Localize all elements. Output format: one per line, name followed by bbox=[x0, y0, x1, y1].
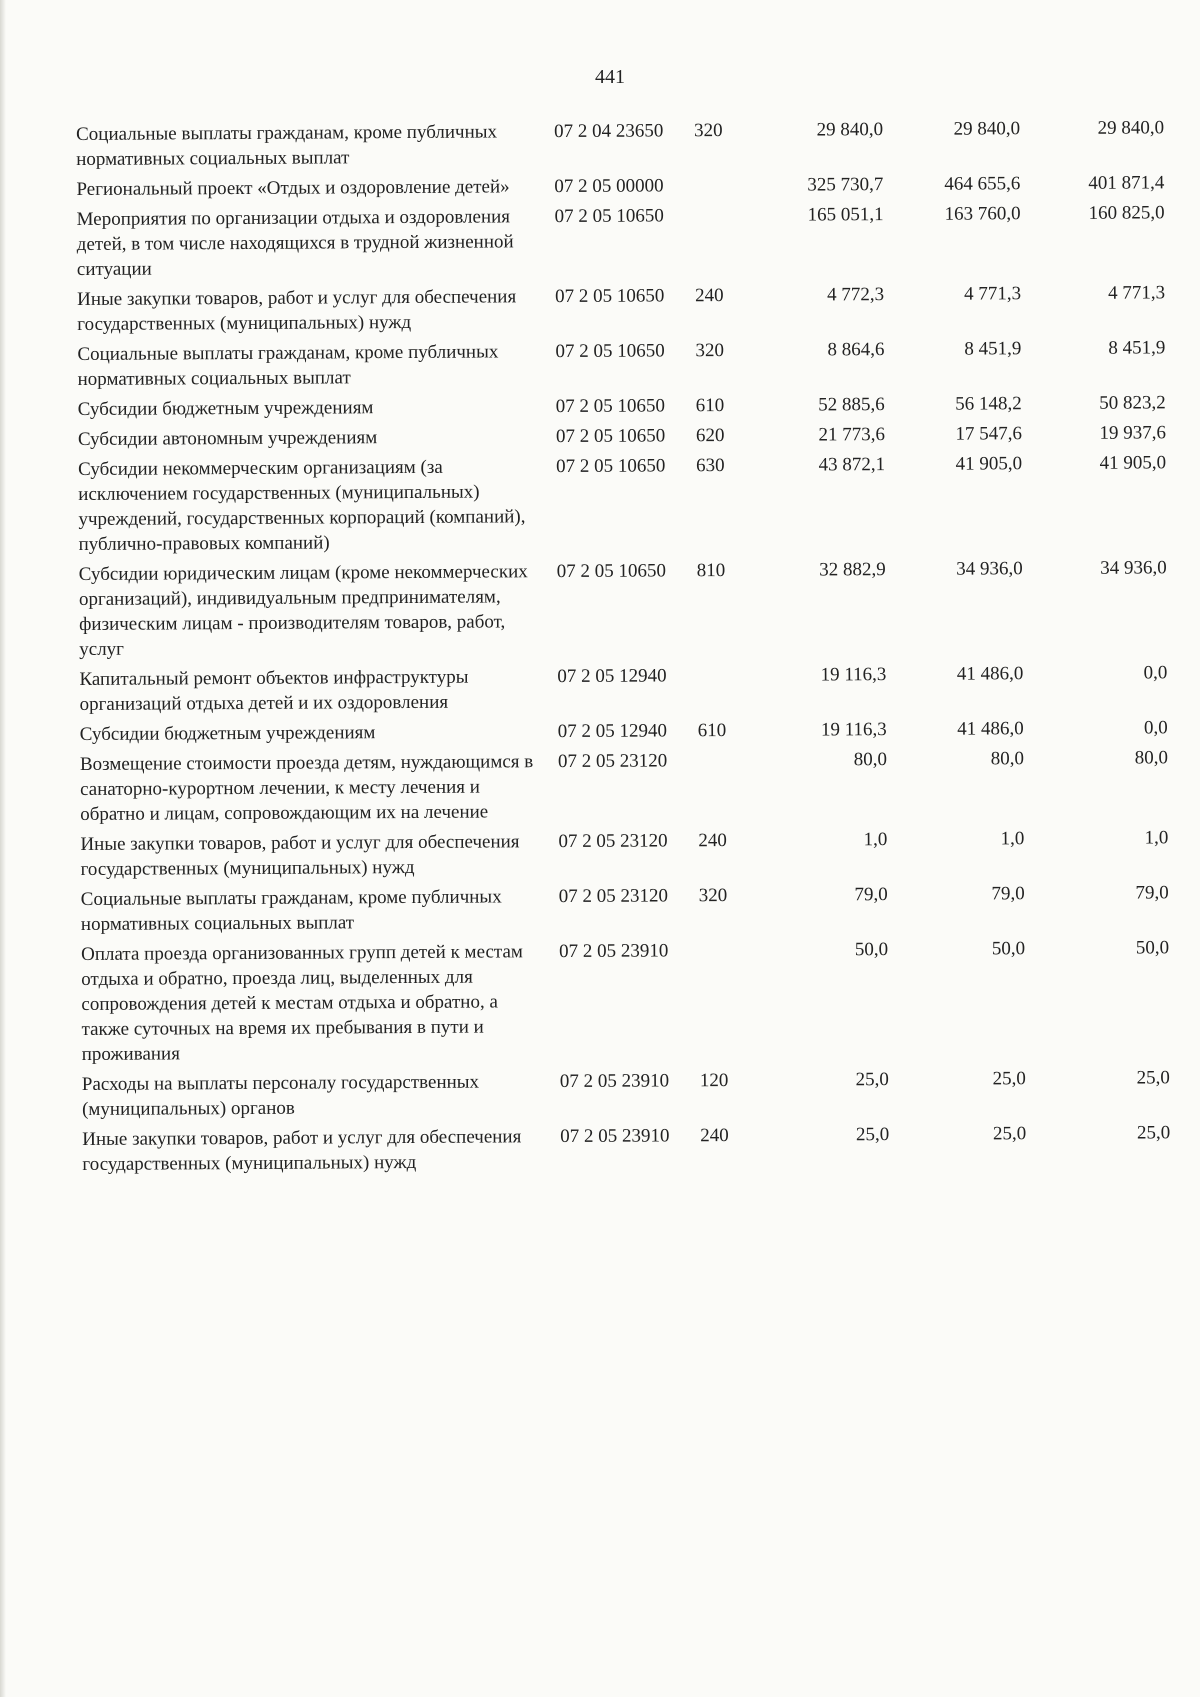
expense-name-cell: Капитальный ремонт объектов инфраструктуры организаций отдыха детей и их оздоровления bbox=[79, 666, 469, 715]
expense-name-cell: Социальные выплаты гражданам, кроме публичных нормативных социальных выплат bbox=[77, 341, 499, 390]
amount-year-2-cell: 41 486,0 bbox=[956, 663, 1024, 685]
table-row bbox=[77, 335, 1167, 392]
expense-name-cell: Социальные выплаты гражданам, кроме публичных нормативных социальных выплат bbox=[76, 121, 498, 170]
table-row bbox=[78, 420, 1168, 452]
target-article-code-cell: 07 2 05 00000 bbox=[554, 175, 664, 198]
expense-name-cell: Иные закупки товаров, работ и услуг для обеспечения государственных (муниципальных) нужд bbox=[82, 1126, 522, 1175]
amount-year-1-cell: 1,0 bbox=[863, 829, 888, 851]
amount-year-2-cell: 79,0 bbox=[991, 883, 1025, 905]
amount-year-3-cell: 41 905,0 bbox=[1099, 452, 1167, 474]
table-row bbox=[76, 170, 1166, 202]
target-article-code-cell: 07 2 05 23910 bbox=[559, 1070, 670, 1093]
amount-year-3-cell: 25,0 bbox=[1136, 1067, 1170, 1089]
amount-year-3-cell: 50 823,2 bbox=[1099, 392, 1166, 414]
amount-year-2-cell: 50,0 bbox=[991, 938, 1026, 960]
amount-year-1-cell: 165 051,1 bbox=[807, 204, 884, 226]
amount-year-2-cell: 8 451,9 bbox=[964, 338, 1022, 360]
expense-name-cell: Иные закупки товаров, работ и услуг для обеспечения государственных (муниципальных) нужд bbox=[77, 286, 517, 335]
table-row bbox=[82, 1065, 1172, 1122]
amount-year-2-cell: 1,0 bbox=[1000, 828, 1025, 850]
amount-year-2-cell: 163 760,0 bbox=[944, 203, 1021, 225]
expense-type-cell: 620 bbox=[695, 425, 725, 447]
amount-year-3-cell: 1,0 bbox=[1144, 827, 1169, 849]
amount-year-2-cell: 29 840,0 bbox=[953, 118, 1021, 140]
amount-year-1-cell: 8 864,6 bbox=[827, 339, 885, 361]
amount-year-3-cell: 80,0 bbox=[1134, 747, 1168, 769]
scan-edge-shadow bbox=[0, 0, 6, 1697]
target-article-code-cell: 07 2 05 12940 bbox=[557, 665, 667, 688]
target-article-code-cell: 07 2 05 10650 bbox=[555, 285, 665, 308]
expense-name-cell: Региональный проект «Отдых и оздоровление детей» bbox=[76, 176, 510, 200]
amount-year-1-cell: 43 872,1 bbox=[818, 454, 886, 476]
table-row bbox=[76, 115, 1166, 172]
amount-year-1-cell: 325 730,7 bbox=[807, 174, 884, 196]
target-article-code-cell: 07 2 05 23120 bbox=[558, 830, 668, 853]
expense-type-cell: 240 bbox=[698, 830, 727, 852]
amount-year-1-cell: 79,0 bbox=[854, 884, 888, 906]
amount-year-3-cell: 34 936,0 bbox=[1100, 557, 1167, 579]
expense-name-cell: Мероприятия по организации отдыха и оздоровления детей, в том числе находящихся в трудной жизненной ситуации bbox=[76, 206, 514, 280]
amount-year-3-cell: 19 937,6 bbox=[1099, 422, 1166, 444]
amount-year-3-cell: 50,0 bbox=[1135, 937, 1170, 959]
amount-year-3-cell: 79,0 bbox=[1135, 882, 1169, 904]
table-row bbox=[77, 280, 1167, 337]
amount-year-1-cell: 52 885,6 bbox=[818, 394, 885, 416]
amount-year-2-cell: 25,0 bbox=[992, 1123, 1027, 1145]
target-article-code-cell: 07 2 05 10650 bbox=[555, 425, 666, 448]
expense-name-cell: Субсидии бюджетным учреждениям bbox=[77, 397, 374, 420]
table-row bbox=[78, 450, 1169, 557]
amount-year-3-cell: 0,0 bbox=[1143, 662, 1168, 684]
amount-year-2-cell: 41 905,0 bbox=[955, 453, 1023, 475]
table-row bbox=[81, 880, 1171, 937]
target-article-code-cell: 07 2 05 10650 bbox=[555, 395, 666, 418]
amount-year-1-cell: 50,0 bbox=[854, 939, 889, 961]
target-article-code-cell: 07 2 04 23650 bbox=[554, 120, 664, 143]
expense-name-cell: Социальные выплаты гражданам, кроме публичных нормативных социальных выплат bbox=[80, 886, 502, 935]
target-article-code-cell: 07 2 05 10650 bbox=[556, 455, 666, 478]
expense-type-cell: 320 bbox=[695, 340, 724, 362]
expense-type-cell: 120 bbox=[699, 1070, 729, 1092]
amount-year-1-cell: 19 116,3 bbox=[820, 664, 887, 686]
amount-year-3-cell: 401 871,4 bbox=[1088, 172, 1165, 194]
amount-year-2-cell: 80,0 bbox=[990, 748, 1024, 770]
expense-name-cell: Возмещение стоимости проезда детям, нуждающимся в санаторно-курортном лечении, к месту лечения и обратно и лицам, сопровождающим их на лечение bbox=[79, 751, 534, 825]
amount-year-2-cell: 25,0 bbox=[992, 1068, 1026, 1090]
expense-type-cell: 320 bbox=[698, 885, 728, 907]
amount-year-1-cell: 19 116,3 bbox=[820, 719, 887, 741]
amount-year-2-cell: 464 655,6 bbox=[944, 173, 1021, 195]
table-row bbox=[81, 935, 1172, 1067]
amount-year-2-cell: 56 148,2 bbox=[955, 393, 1022, 415]
target-article-code-cell: 07 2 05 23120 bbox=[557, 750, 668, 773]
page-number: 441 bbox=[595, 66, 625, 88]
target-article-code-cell: 07 2 05 12940 bbox=[557, 720, 668, 743]
table-row bbox=[82, 1120, 1172, 1177]
expense-name-cell: Субсидии некоммерческим организациям (за исключением государственных (муниципальных) учреждений, государственных корпораций (компаний), публично-правовых компаний) bbox=[78, 456, 526, 555]
expense-name-cell: Субсидии автономным учреждениям bbox=[77, 427, 378, 450]
expense-name-cell: Оплата проезда организованных групп детей к местам отдыха и обратно, проезда лиц, выделенных для сопровождения детей к местам отдыха и обратно, а также суточных на время их пребывания в пути и проживания bbox=[81, 941, 523, 1065]
amount-year-3-cell: 8 451,9 bbox=[1108, 337, 1166, 359]
expense-type-cell: 610 bbox=[697, 720, 727, 742]
amount-year-1-cell: 21 773,6 bbox=[818, 424, 885, 446]
amount-year-3-cell: 160 825,0 bbox=[1088, 202, 1165, 224]
amount-year-1-cell: 4 772,3 bbox=[827, 284, 885, 306]
amount-year-1-cell: 32 882,9 bbox=[819, 559, 886, 581]
table-row bbox=[78, 390, 1168, 422]
target-article-code-cell: 07 2 05 10650 bbox=[556, 560, 667, 583]
amount-year-1-cell: 25,0 bbox=[855, 1124, 890, 1146]
table-row bbox=[80, 825, 1170, 882]
amount-year-3-cell: 4 771,3 bbox=[1108, 282, 1166, 304]
target-article-code-cell: 07 2 05 23910 bbox=[559, 940, 669, 963]
table-row bbox=[79, 660, 1169, 717]
amount-year-1-cell: 25,0 bbox=[855, 1069, 889, 1091]
amount-year-3-cell: 25,0 bbox=[1136, 1122, 1171, 1144]
target-article-code-cell: 07 2 05 23120 bbox=[558, 885, 669, 908]
expense-type-cell: 240 bbox=[695, 285, 724, 307]
expense-type-cell: 240 bbox=[700, 1125, 729, 1147]
target-article-code-cell: 07 2 05 10650 bbox=[554, 205, 664, 228]
amount-year-2-cell: 17 547,6 bbox=[955, 423, 1022, 445]
expense-type-cell: 630 bbox=[696, 455, 725, 477]
amount-year-2-cell: 34 936,0 bbox=[956, 558, 1023, 580]
expense-type-cell: 610 bbox=[695, 395, 725, 417]
amount-year-2-cell: 4 771,3 bbox=[964, 283, 1022, 305]
amount-year-1-cell: 29 840,0 bbox=[816, 119, 884, 141]
table-row bbox=[77, 200, 1167, 282]
budget-table bbox=[76, 115, 1172, 1182]
expense-name-cell: Расходы на выплаты персоналу государственных (муниципальных) органов bbox=[81, 1071, 480, 1120]
table-row bbox=[80, 745, 1170, 827]
expense-type-cell: 320 bbox=[694, 120, 723, 142]
amount-year-3-cell: 29 840,0 bbox=[1097, 117, 1165, 139]
target-article-code-cell: 07 2 05 10650 bbox=[555, 340, 665, 363]
target-article-code-cell: 07 2 05 23910 bbox=[560, 1125, 670, 1148]
expense-name-cell: Субсидии юридическим лицам (кроме некоммерческих организаций), индивидуальным предпринимателям, физическим лицам - производителям товаров, работ, услуг bbox=[78, 561, 528, 660]
amount-year-3-cell: 0,0 bbox=[1143, 717, 1168, 739]
table-row bbox=[79, 555, 1170, 662]
amount-year-2-cell: 41 486,0 bbox=[957, 718, 1024, 740]
expense-name-cell: Иные закупки товаров, работ и услуг для обеспечения государственных (муниципальных) нужд bbox=[80, 831, 520, 880]
table-row bbox=[80, 715, 1170, 747]
expense-name-cell: Субсидии бюджетным учреждениям bbox=[79, 722, 376, 745]
amount-year-1-cell: 80,0 bbox=[853, 749, 887, 771]
expense-type-cell: 810 bbox=[696, 560, 726, 582]
